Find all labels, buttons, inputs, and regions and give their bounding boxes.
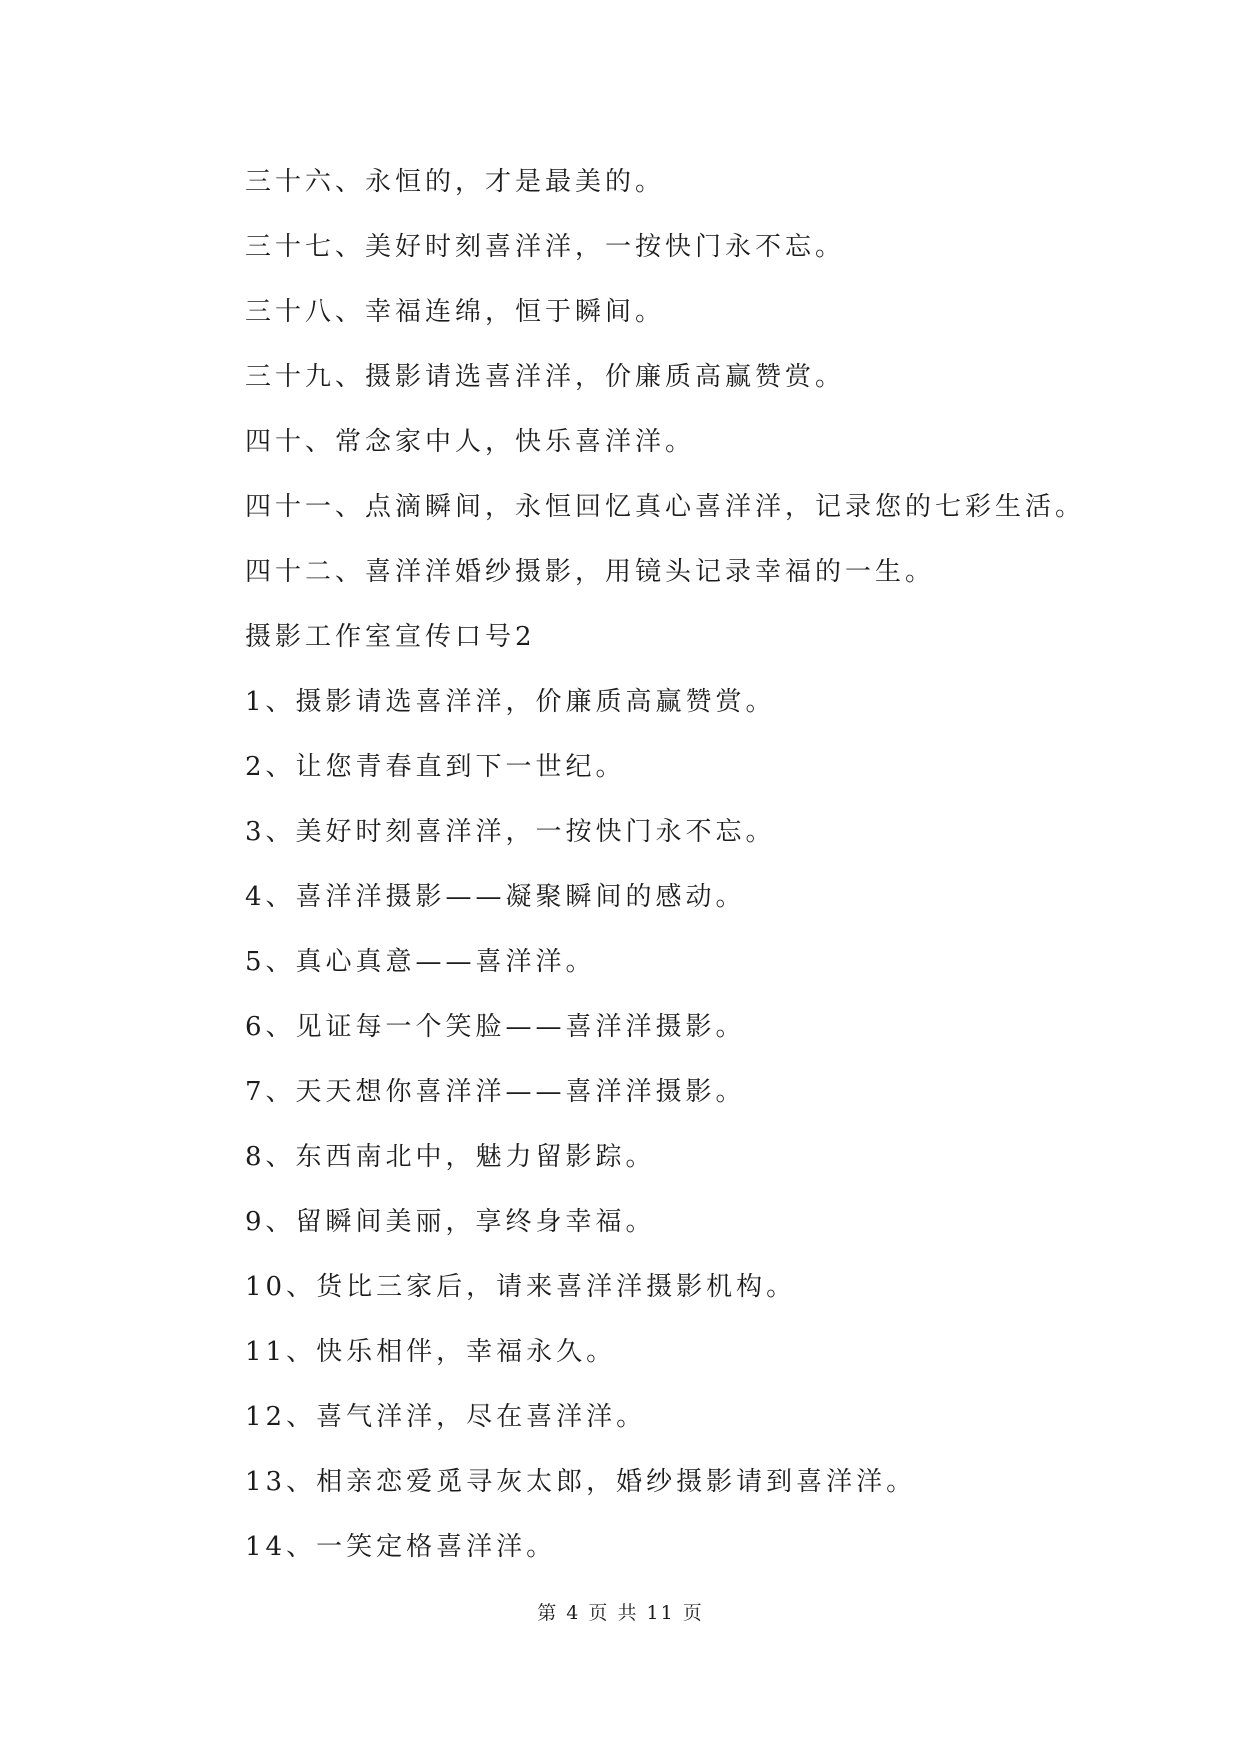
text-line: 三十七、美好时刻喜洋洋，一按快门永不忘。	[245, 232, 846, 262]
list-item: 12、喜气洋洋，尽在喜洋洋。	[245, 1402, 647, 1432]
list-item: 8、东西南北中，魅力留影踪。	[245, 1142, 656, 1172]
text-line: 四十二、喜洋洋婚纱摄影，用镜头记录幸福的一生。	[245, 557, 936, 587]
list-item: 3、美好时刻喜洋洋，一按快门永不忘。	[245, 817, 776, 847]
list-item: 6、见证每一个笑脸——喜洋洋摄影。	[245, 1012, 746, 1042]
list-item: 14、一笑定格喜洋洋。	[245, 1532, 557, 1562]
text-line: 四十一、点滴瞬间，永恒回忆真心喜洋洋，记录您的七彩生活。	[245, 492, 1086, 522]
list-item: 4、喜洋洋摄影——凝聚瞬间的感动。	[245, 882, 746, 912]
list-item: 2、让您青春直到下一世纪。	[245, 752, 626, 782]
list-item: 9、留瞬间美丽，享终身幸福。	[245, 1207, 656, 1237]
list-item: 10、货比三家后，请来喜洋洋摄影机构。	[245, 1272, 797, 1302]
text-line: 三十六、永恒的，才是最美的。	[245, 167, 666, 197]
page-number-footer: 第 4 页 共 11 页	[537, 1602, 704, 1624]
text-line: 三十八、幸福连绵，恒于瞬间。	[245, 297, 666, 327]
list-item: 1、摄影请选喜洋洋，价廉质高赢赞赏。	[245, 687, 776, 717]
text-line: 四十、常念家中人，快乐喜洋洋。	[245, 427, 696, 457]
section-heading: 摄影工作室宣传口号2	[245, 622, 536, 652]
list-item: 13、相亲恋爱觅寻灰太郎，婚纱摄影请到喜洋洋。	[245, 1467, 917, 1497]
list-item: 11、快乐相伴，幸福永久。	[245, 1337, 617, 1367]
list-item: 7、天天想你喜洋洋——喜洋洋摄影。	[245, 1077, 746, 1107]
text-line: 三十九、摄影请选喜洋洋，价廉质高赢赞赏。	[245, 362, 846, 392]
list-item: 5、真心真意——喜洋洋。	[245, 947, 596, 977]
